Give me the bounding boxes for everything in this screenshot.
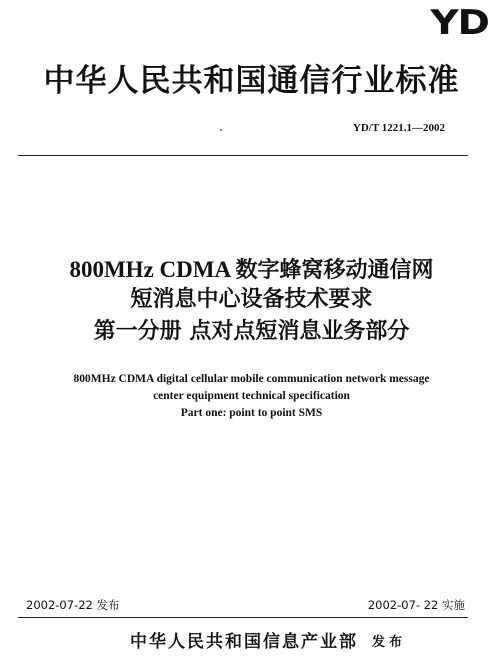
chinese-title-line-1-prefix: 800MHz CDMA xyxy=(69,257,230,282)
standard-number: YD/T 1221.1—2002 xyxy=(352,122,445,134)
chinese-title-line-2: 短消息中心设备技术要求 xyxy=(130,287,373,312)
implementation-date: 2002-07- 22 实施 xyxy=(367,598,465,612)
scan-speck xyxy=(220,129,222,131)
publisher-name: 中华人民共和国信息产业部 xyxy=(130,632,358,652)
chinese-title-line-1 xyxy=(0,258,503,282)
chinese-title-line-3: 第一分册 点对点短消息业务部分 xyxy=(93,319,410,344)
english-title-line-1: 800MHz CDMA digital cellular mobile communication network message xyxy=(73,373,430,385)
chinese-title-line-1-suffix: 数字蜂窝移动通信网 xyxy=(235,258,434,283)
issue-date: 2002-07-22 发布 xyxy=(26,598,120,612)
english-title-line-2: center equipment technical specification xyxy=(153,390,350,402)
english-title-line-3: Part one: point to point SMS xyxy=(180,407,323,419)
top-divider xyxy=(18,155,468,156)
standard-type-heading: 中华人民共和国通信行业标准 xyxy=(43,63,460,99)
publish-label: 发布 xyxy=(372,635,407,650)
bottom-divider xyxy=(18,617,468,618)
yd-logo: YD xyxy=(430,3,489,43)
